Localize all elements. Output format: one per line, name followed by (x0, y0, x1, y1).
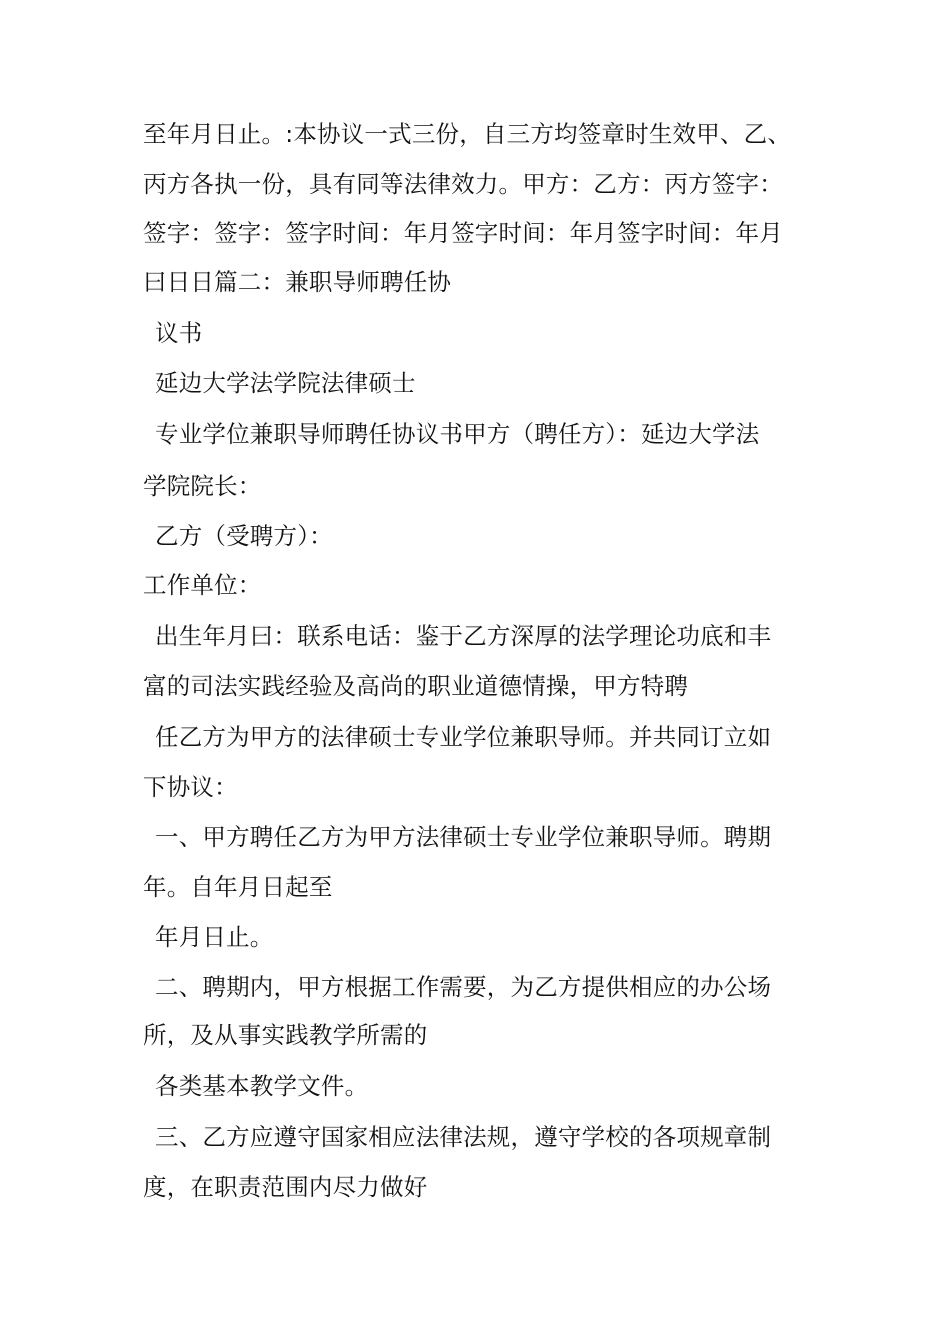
text-line: 曰日日篇二：兼职导师聘任协 (143, 268, 452, 296)
text-line: 一、甲方聘任乙方为甲方法律硕士专业学位兼职导师。聘期 (155, 823, 772, 851)
text-line: 至年月日止。:本协议一式三份，自三方均签章时生效甲、乙、 (143, 120, 792, 148)
text-line: 乙方（受聘方）： (155, 522, 333, 550)
text-line: 延边大学法学院法律硕士 (155, 369, 416, 397)
text-line: 工作单位： (143, 571, 262, 599)
text-line: 任乙方为甲方的法律硕士专业学位兼职导师。并共同订立如 (155, 723, 772, 751)
text-line: 各类基本教学文件。 (155, 1072, 369, 1100)
text-line: 三、乙方应遵守国家相应法律法规，遵守学校的各项规章制 (155, 1123, 772, 1151)
text-line: 丙方各执一份，具有同等法律效力。甲方：乙方：丙方签字： (143, 170, 783, 198)
text-line: 专业学位兼职导师聘任协议书甲方（聘任方）：延边大学法 (155, 420, 760, 448)
text-line: 所，及从事实践教学所需的 (143, 1021, 428, 1049)
text-line: 出生年月曰：联系电话：鉴于乙方深厚的法学理论功底和丰 (155, 622, 772, 650)
text-line: 年月日止。 (155, 923, 274, 951)
text-line: 二、聘期内，甲方根据工作需要，为乙方提供相应的办公场 (155, 973, 772, 1001)
text-line: 富的司法实践经验及高尚的职业道德情操，甲方特聘 (143, 672, 689, 700)
text-line: 度，在职责范围内尽力做好 (143, 1173, 428, 1201)
text-line: 签字：签字：签字时间：年月签字时间：年月签字时间：年月 (143, 219, 783, 247)
text-line: 学院院长： (143, 472, 262, 500)
text-line: 议书 (155, 319, 203, 347)
text-line: 年。自年月日起至 (143, 873, 333, 901)
text-line: 下协议： (143, 773, 238, 801)
